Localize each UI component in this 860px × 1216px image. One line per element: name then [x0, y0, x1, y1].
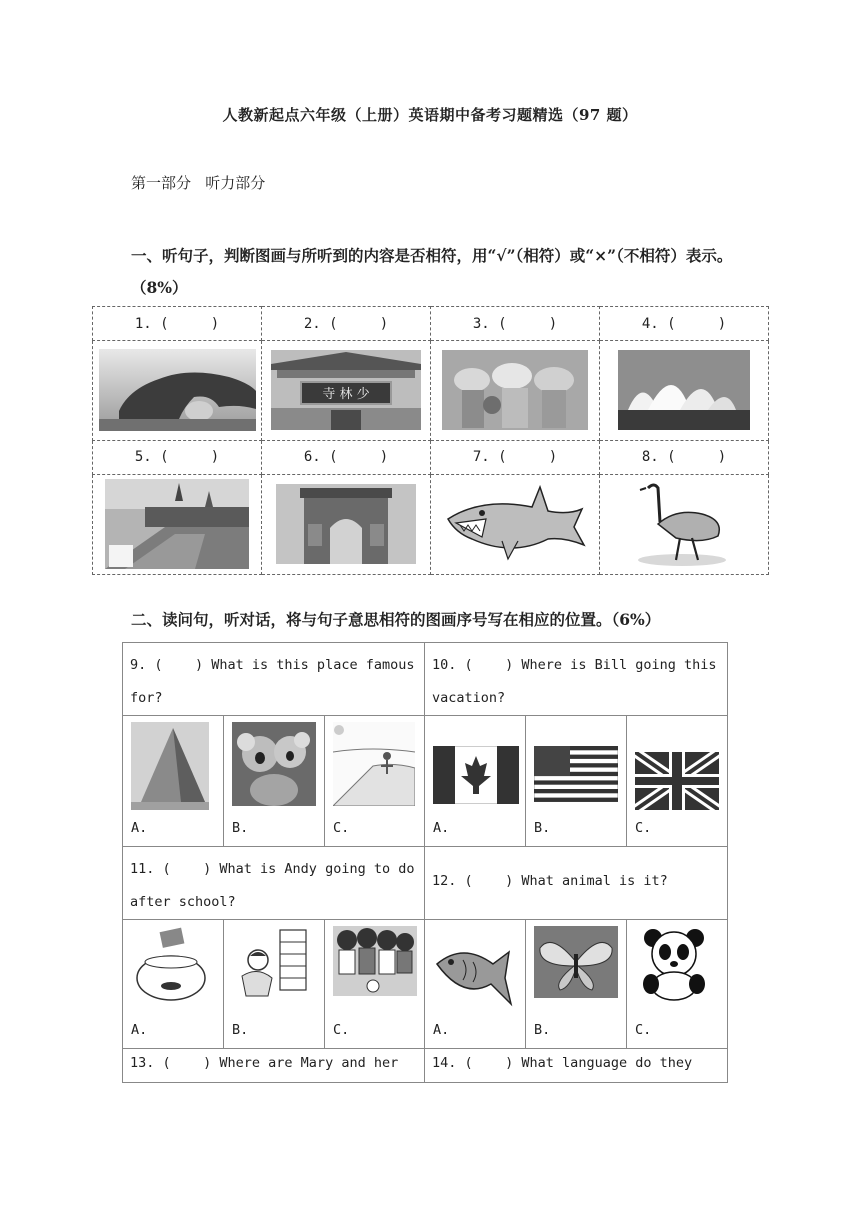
- fish-drawing-icon: [433, 934, 513, 1010]
- panda-drawing-icon: [635, 926, 713, 1002]
- question-12: 12. ( ) What animal is it?: [425, 847, 728, 920]
- option-a: A.: [131, 820, 148, 836]
- question-9: 9. ( ) What is this place famous for?: [123, 643, 425, 716]
- cliff-arch-photo-icon: [99, 349, 256, 431]
- butterfly-photo-icon: [534, 926, 618, 998]
- section-one-table: [92, 306, 769, 575]
- kremlin-wall-photo-icon: [105, 479, 249, 569]
- question-10: 10. ( ) Where is Bill going this vacation?: [425, 643, 728, 716]
- pyramid-photo-icon: [131, 722, 209, 810]
- question-11: 11. ( ) What is Andy going to do after school?: [123, 847, 425, 920]
- ostrich-drawing-icon: [632, 480, 736, 568]
- item-6-label: 6. ( ): [262, 440, 431, 474]
- svg-text:寺 林 少: 寺 林 少: [322, 387, 370, 403]
- arc-de-triomphe-photo-icon: [276, 484, 416, 564]
- question-14: 14. ( ) What language do they: [425, 1049, 728, 1083]
- option-b: B.: [232, 1022, 249, 1038]
- koala-photo-icon: [232, 722, 316, 806]
- uk-flag-icon: [635, 752, 719, 810]
- option-b: B.: [232, 820, 249, 836]
- option-a: A.: [131, 1022, 148, 1038]
- boy-cleaning-drawing-icon: [232, 926, 312, 1002]
- usa-flag-icon: [534, 746, 618, 802]
- item-1-label: 1. ( ): [93, 307, 262, 341]
- option-c: C.: [333, 820, 350, 836]
- item-2-label: 2. ( ): [262, 307, 431, 341]
- section-one-instruction: 一、听句子，判断图画与所听到的内容是否相符，用“√”（相符）或“×”（不相符）表示。（8%）: [131, 246, 733, 297]
- item-8-label: 8. ( ): [600, 440, 769, 474]
- item-5-label: 5. ( ): [93, 440, 262, 474]
- option-b: B.: [534, 820, 551, 836]
- item-4-label: 4. ( ): [600, 307, 769, 341]
- part-heading: 第一部分 听力部分: [131, 174, 266, 192]
- section-two-table: [122, 642, 728, 1083]
- kids-playing-football-icon: [333, 926, 417, 996]
- option-c: C.: [333, 1022, 350, 1038]
- section-two-instruction: 二、读问句，听对话，将与句子意思相符的图画序号写在相应的位置。（6%）: [131, 610, 661, 629]
- item-3-label: 3. ( ): [431, 307, 600, 341]
- page-title: 人教新起点六年级（上册）英语期中备考习题精选（97 题）: [222, 106, 638, 124]
- fishbowl-drawing-icon: [131, 926, 213, 1002]
- option-b: B.: [534, 1022, 551, 1038]
- beach-drawing-icon: [333, 722, 415, 806]
- option-a: A.: [433, 820, 450, 836]
- option-c: C.: [635, 1022, 652, 1038]
- shark-drawing-icon: [442, 479, 588, 569]
- option-c: C.: [635, 820, 652, 836]
- shaolin-temple-gate-photo-icon: [271, 350, 421, 430]
- terracotta-horses-photo-icon: [442, 350, 588, 430]
- question-13: 13. ( ) Where are Mary and her: [123, 1049, 425, 1083]
- canada-flag-icon: [433, 746, 519, 804]
- sydney-opera-house-photo-icon: [618, 350, 750, 430]
- option-a: A.: [433, 1022, 450, 1038]
- item-7-label: 7. ( ): [431, 440, 600, 474]
